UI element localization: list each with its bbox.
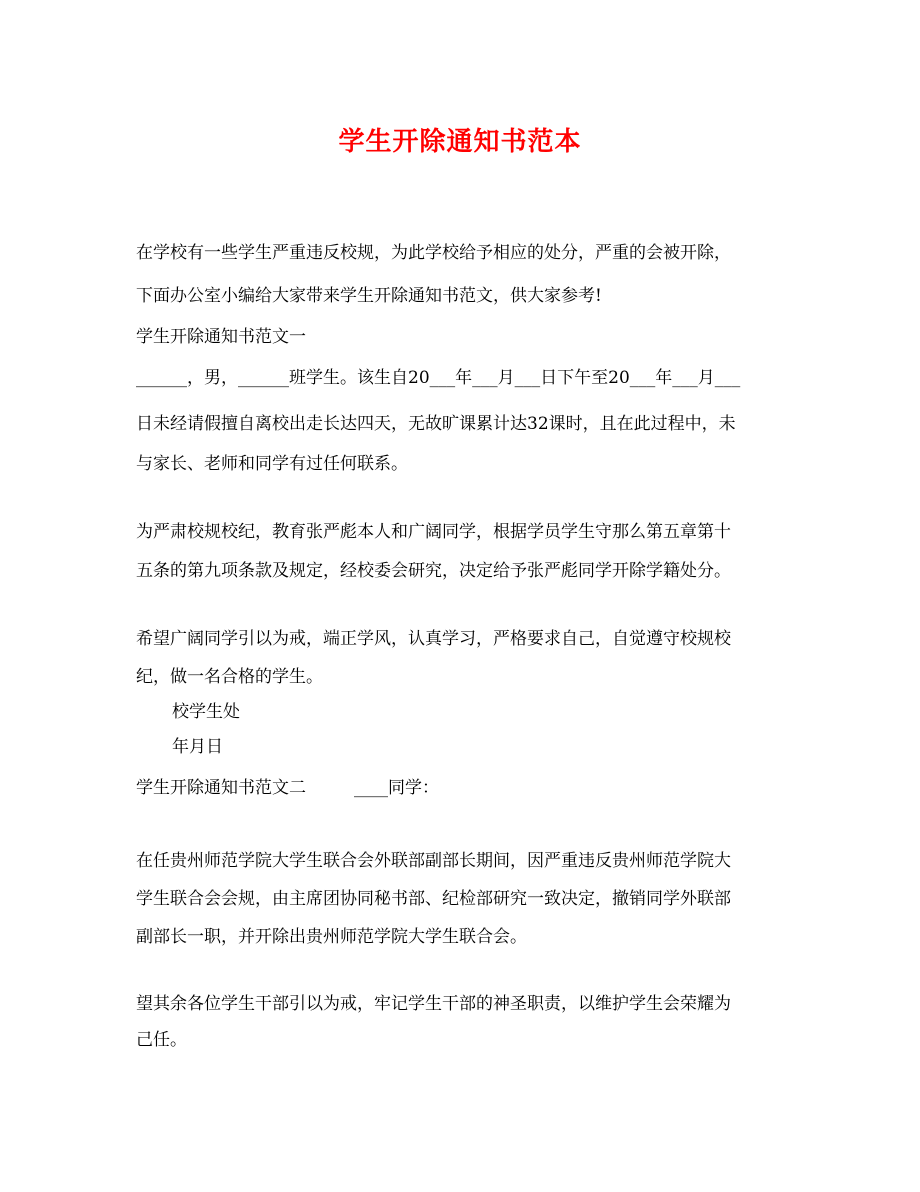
sample1-signature-office: 校学生处: [172, 702, 240, 722]
sample1-paragraph3-line2: 纪，做一名合格的学生。: [136, 667, 323, 687]
intro-line-1: 在学校有一些学生严重违反校规，为此学校给予相应的处分，严重的会被开除，: [136, 243, 731, 263]
sample2-heading: 学生开除通知书范文二: [136, 778, 306, 798]
sample1-heading: 学生开除通知书范文一: [136, 327, 306, 347]
sample2-salutation: ____同学：: [354, 778, 439, 798]
sample1-paragraph3-line1: 希望广阔同学引以为戒，端正学风，认真学习，严格要求自己，自觉遵守校规校: [136, 629, 731, 649]
sample2-paragraph2-line1: 望其余各位学生干部引以为戒，牢记学生干部的神圣职责，以维护学生会荣耀为: [136, 994, 731, 1014]
sample2-paragraph1-line1: 在任贵州师范学院大学生联合会外联部副部长期间，因严重违反贵州师范学院大: [136, 851, 731, 871]
sample1-paragraph2-line1: 为严肃校规校纪，教育张严彪本人和广阔同学，根据学员学生守那么第五章第十: [136, 522, 731, 542]
sample1-paragraph1-line1: 日未经请假擅自离校出走长达四天，无故旷课累计达32课时，且在此过程中，未: [136, 414, 736, 434]
sample1-paragraph2-line2: 五条的第九项条款及规定，经校委会研究，决定给予张严彪同学开除学籍处分。: [136, 561, 731, 581]
sample2-paragraph2-line2: 己任。: [136, 1030, 187, 1050]
document-title: 学生开除通知书范本: [338, 127, 582, 157]
sample1-paragraph1-line2: 与家长、老师和同学有过任何联系。: [136, 454, 408, 474]
intro-line-2: 下面办公室小编给大家带来学生开除通知书范文，供大家参考!: [136, 286, 602, 306]
sample2-paragraph1-line3: 副部长一职，并开除出贵州师范学院大学生联合会。: [136, 927, 527, 947]
sample1-signature-date: 年月日: [172, 737, 223, 757]
sample2-paragraph1-line2: 学生联合会会规，由主席团协同秘书部、纪检部研究一致决定，撤销同学外联部: [136, 889, 731, 909]
sample1-blank-line: ______，男，______班学生。该生自20___年___月___日下午至20___年___月___: [136, 368, 741, 388]
